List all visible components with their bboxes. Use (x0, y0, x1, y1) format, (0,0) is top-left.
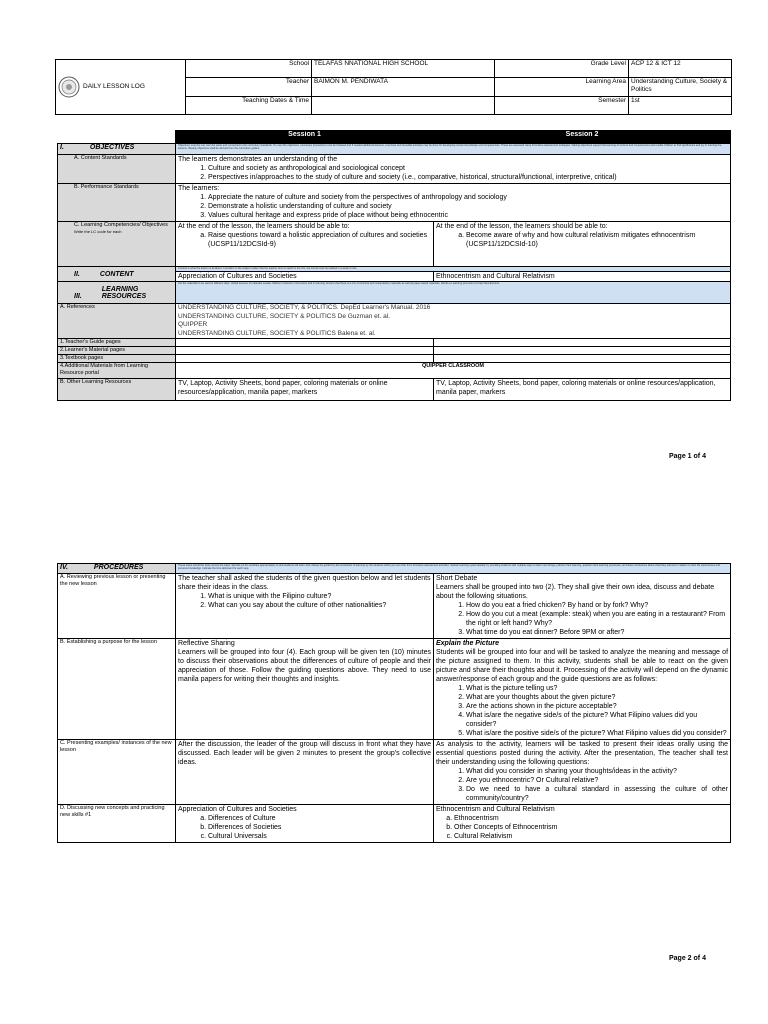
additional-label: 4.Additional Materials from Learning Resource portal (58, 363, 176, 379)
area-label: Learning Area (495, 78, 629, 97)
references-label: A. References (58, 304, 176, 339)
list-item: a. Ethnocentrism (454, 814, 728, 823)
procedure-a-s2 (434, 574, 731, 639)
list-item: 3. What time do you eat dinner? Before 9PM or after? (466, 628, 728, 637)
list-item: c. Cultural Universals (208, 832, 431, 841)
list-item: 1. What is the picture telling us? (466, 684, 728, 693)
list-item: 3. Are the actions shown in the picture acceptable? (466, 702, 728, 711)
list-item: 2. Are you ethnocentric? Or Cultural relative? (466, 776, 728, 785)
procedure-d-s2 (434, 805, 731, 843)
list-item: b. Differences of Societies (208, 823, 431, 832)
log-title: DAILY LESSON LOG (83, 83, 145, 90)
procedures-heading: IV. PROCEDURES (58, 564, 176, 574)
list-item: 2. What are your thoughts about the given picture? (466, 693, 728, 702)
procedure-title: Explain the Picture (436, 640, 500, 647)
procedures-note: These steps should be done across the week. Spread out the activities appropriately so that students will learn well. Always be guided by demonstration of learning by the students which you can infer from formative assessment activities. Sustain learning systematically by providing students with multiple ways to learn new things, practice their learning, question their learning processes, and draw conclusions about what they learned in relation to their life experiences and previous knowledge. Indicate the time allotment for each step. (176, 564, 731, 574)
area-value: Understanding Culture, Society & Politics (629, 78, 732, 97)
procedure-a-s1 (176, 574, 434, 639)
list-item: c. Cultural Relativism (454, 832, 728, 841)
competencies-label: C. Learning Competencies/ Objectives Write the LC code for each (58, 222, 176, 267)
resources-heading: III.LEARNING RESOURCES (58, 282, 176, 304)
school-value: TELAFAS NNATIONAL HIGH SCHOOL (312, 60, 495, 78)
reference-item: UNDERSTANDING CULTURE, SOCIETY, & POLITICS. DepEd Learner's Manual. 2016 (178, 304, 431, 311)
list-item: b. Other Concepts of Ethnocentrism (454, 823, 728, 832)
performance-standards-intro: The learners: (178, 185, 220, 192)
list-item: 1. Appreciate the nature of culture and society from the perspectives of anthropology and sociology (208, 193, 728, 202)
list-item: 5. What is/are the positive side/s of the picture? What Filipino values did you consider? (466, 729, 728, 738)
tb-label: 3.Textbook pages (58, 355, 176, 363)
list-item: 3. Do we need to have a cultural standard in assessing the culture of other community/country? (466, 785, 728, 803)
procedure-text: The teacher shall asked the students of the given question below and let students share their ideas in the class. (178, 575, 431, 591)
list-item: a. Become aware of why and how cultural relativism mitigates ethnocentrism (UCSP11/12DCSId-10) (466, 231, 728, 249)
content-standards-intro: The learners demonstrates an understanding of the (178, 156, 338, 163)
competencies-sub: Write the LC code for each (74, 229, 122, 234)
session-2-header: Session 2 (434, 131, 731, 144)
performance-standards-label: B. Performance Standards (58, 184, 176, 222)
content-s1: Appreciation of Cultures and Societies (176, 272, 434, 282)
procedures-table (57, 563, 731, 843)
procedure-d-s1 (176, 805, 434, 843)
procedure-text: Learners shall be grouped into two (2). They shall give their own idea, discuss and debate about the following situations. (436, 584, 715, 600)
procedure-c-s2 (434, 740, 731, 805)
session-1-header: Session 1 (176, 131, 434, 144)
procedure-b-s2 (434, 639, 731, 740)
school-label: School (186, 60, 312, 78)
procedure-text: Learners will be grouped into four (4). Each group will be given ten (10) minutes to discuss their observations about the differences of culture of people and their appreciation of those. Follow the guiding questions above. They need to use manila papers for writing their thoughts and insights. (178, 649, 431, 683)
competency-intro: At the end of the lesson, the learners should be able to: (178, 223, 350, 230)
other-resources-s2: TV, Laptop, Activity Sheets, bond paper, coloring materials or online resources/application, manila paper, markers (434, 379, 731, 401)
list-item: 2. Demonstrate a holistic understanding of culture and society (208, 202, 728, 211)
list-item: a. Differences of Culture (208, 814, 431, 823)
objectives-heading: I. OBJECTIVES (58, 144, 176, 155)
procedure-text: As analysis to the activity, learners will be tasked to present their ideas orally using the essential questions posted during the activity. After the presentation, The teacher shall test their understanding using the following questions: (436, 741, 729, 766)
grade-value: ACP 12 & ICT 12 (629, 60, 732, 78)
competency-intro: At the end of the lesson, the learners should be able to: (436, 223, 608, 230)
reference-item: UNDERSTANDING CULTURE, SOCIETY & POLITICS De Guzman et. al. (178, 312, 391, 320)
procedure-b-label: B. Establishing a purpose for the lesson (58, 639, 176, 740)
page-number: Page 1 of 4 (669, 453, 706, 460)
teacher-label: Teacher (186, 78, 312, 97)
procedure-title: Reflective Sharing (178, 640, 235, 647)
list-item: 1. What did you consider in sharing your thoughts/ideas in the activity? (466, 767, 728, 776)
other-resources-label: B. Other Learning Resources (58, 379, 176, 401)
procedure-a-label: A. Reviewing previous lesson or presenting the new lesson (58, 574, 176, 639)
content-heading: II. CONTENT (58, 267, 176, 282)
content-s2: Ethnocentrism and Cultural Relativism (434, 272, 731, 282)
objectives-note: Objectives must be met over the week and connected to the curriculum standards. To meet the objectives, necessary procedures must be followed and if needed additional lessons, exercises and remedial activities may be done for developing content knowledge and competencies. These are assessed using Formative Assessment strategies. Valuing objectives support the learning of content and competencies and enable children to find significance and joy in learning the lessons. Weekly objectives shall be derived from the curriculum guides. (176, 144, 731, 155)
dates-label: Teaching Dates & Time (186, 97, 312, 115)
list-item: 4. What is/are the negative side/s of the picture? What Filipino values did you consider? (466, 711, 728, 729)
resources-note: List the materials to be used in different days. Varied sources of materials sustain children's interest in the lesson and in learning. Ensure that there is a mix of concrete and manipulative materials as well as paper-based materials. Hands-on learning promotes concept development. (176, 282, 731, 304)
procedure-b-s1 (176, 639, 434, 740)
list-item: a. Raise questions toward a holistic appreciation of cultures and societies (UCSP11/12DCSId-9) (208, 231, 431, 249)
procedure-c-s1: After the discussion, the leader of the group will discuss in front what they have discussed. Each leader will be given 2 minutes to present the group's collective ideas. (176, 740, 434, 805)
semester-label: Semester (495, 97, 629, 115)
page-number: Page 2 of 4 (669, 955, 706, 962)
procedure-d-label: D. Discussing new concepts and practicing new skills #1 (58, 805, 176, 843)
reference-item: UNDERSTANDING CULTURE, SOCIETY & POLITICS Balena et. al. (178, 329, 376, 337)
lm-label: 2.Learner's Material pages (58, 347, 176, 355)
list-item: 1. What is unique with the Filipino culture? (208, 592, 431, 601)
list-item: 2. Perspectives in/approaches to the study of culture and society (i.e., comparative, historical, structural/functional, interpretive, critical) (208, 173, 728, 182)
tg-label: 1.Teacher's Guide pages (58, 339, 176, 347)
semester-value: 1st (629, 97, 732, 115)
procedure-c-label: C. Presenting examples/ instances of the new lesson (58, 740, 176, 805)
list-item: 2. How do you cut a meat (example: steak) when you are eating in a restaurant? From the right or left hand? Why? (466, 610, 728, 628)
procedure-title: Ethnocentrism and Cultural Relativism (436, 806, 555, 813)
content-note: Content is what the lesson is all about. It pertains to the subject matter that the teacher aims to teach in the CG, the content can be tackled in a week or two. (176, 267, 731, 272)
list-item: 3. Values cultural heritage and express pride of place without being ethnocentric (208, 211, 728, 220)
grade-label: Grade Level (495, 60, 629, 78)
additional-value: QUIPPER CLASSROOM (176, 363, 731, 379)
teacher-value: BAIMON M. PENDIWATA (312, 78, 495, 97)
procedure-title: Appreciation of Cultures and Societies (178, 806, 297, 813)
procedure-title: Short Debate (436, 575, 478, 582)
other-resources-s1: TV, Laptop, Activity Sheets, bond paper, coloring materials or online resources/application, manila paper, markers (176, 379, 434, 401)
list-item: 1. How do you eat a fried chicken? By hand or by fork? Why? (466, 601, 728, 610)
procedure-text: Students will be grouped into four and will be tasked to analyze the meaning and message of the picture assigned to them. In this activity, students shall be able to react on the given picture and share their thoughts about it. Processing of the activity will depend on the dynamic answer/response of each group and the guide questions are as follows: (436, 649, 729, 683)
list-item: 2. What can you say about the culture of other nationalities? (208, 601, 431, 610)
reference-item: QUIPPER (178, 321, 208, 328)
content-standards-label: A. Content Standards (58, 155, 176, 184)
list-item: 1. Culture and society as anthropological and sociological concept (208, 164, 728, 173)
